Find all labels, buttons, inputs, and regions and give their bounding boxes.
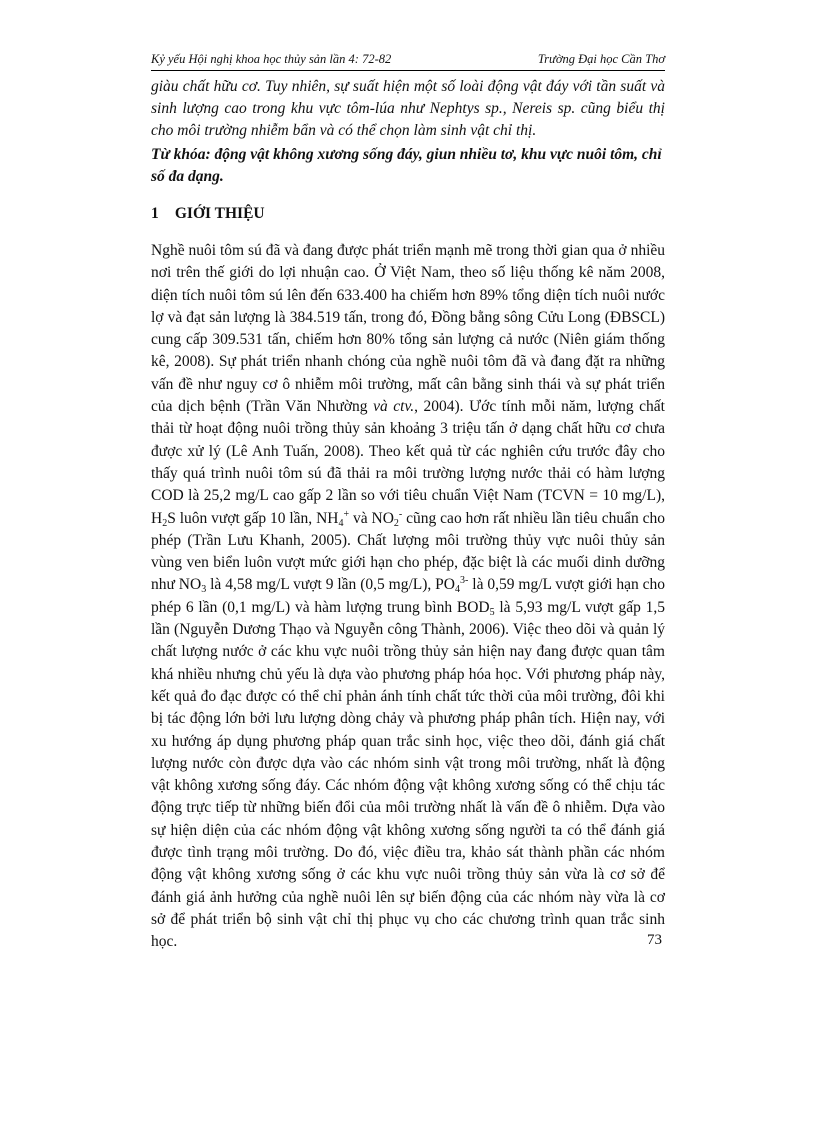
body-text-1: Nghề nuôi tôm sú đã và đang được phát triển mạnh mẽ trong thời gian qua ở nhiều nơi trên thế giới do lợi nhuận cao. Ở Việt Nam, theo số liệu thống kê năm 2008, diện tích nuôi tôm sú lên đến 633.400 ha chiếm hơn 89% tổng diện tích nuôi nước lợ và đạt sản lượng là 384.519 tấn, trong đó, Đồng bằng sông Cửu Long (ĐBSCL) cung cấp 309.531 tấn, chiếm hơn 80% tổng sản lượng cả nước (Niên giám thống kê, 2008). Sự phát triển nhanh chóng của nghề nuôi tôm đã và đang đặt ra những vấn đề như nguy cơ ô nhiễm môi trường, mất cân bằng sinh thái và sự phát triển của dịch bệnh (Trần Văn Nhường [151, 242, 665, 416]
page-number: 73 [647, 932, 662, 948]
body-text-3: S luôn vượt gấp 10 lần, NH [167, 509, 339, 527]
body-text-7: là 0,59 mg/L vượt giới hạn cho phép 6 lần (0,1 mg/L) và hàm lượng trung bình BOD [151, 576, 666, 616]
po4-subscript: 4 [455, 584, 461, 596]
body-text-2: , 2004). Ước tính mỗi năm, lượng chất thải từ hoạt động nuôi trồng thủy sản khoảng 3 triệu tấn ở dạng chất hữu cơ chưa được xử lý (Lê Anh Tuấn, 2008). Theo kết quả từ các nghiên cứu trước đây cho thấy quá trình nuôi tôm sú đã thải ra môi trường lượng nước thải có hàm lượng COD là 25,2 mg/L cao gấp 2 lần so với tiêu chuẩn Việt Nam (TCVN = 10 mg/L), H [151, 398, 665, 527]
body-text-6: là 4,58 mg/L vượt 9 lần (0,5 mg/L), PO [206, 576, 456, 594]
h2s-subscript: 2 [162, 517, 168, 529]
introduction-paragraph [151, 240, 665, 954]
nh4-superscript: + [343, 508, 350, 520]
abstract-tail: giàu chất hữu cơ. Tuy nhiên, sự suất hiện một số loài động vật đáy với tần suất và sinh lượng cao trong khu vực tôm-lúa như Nephtys sp., Nereis sp. cũng biểu thị cho môi trường nhiễm bẩn và có thể chọn làm sinh vật chỉ thị. [151, 78, 665, 139]
nh4-subscript: 4 [338, 517, 344, 529]
po4-superscript: 3- [460, 575, 469, 587]
body-text-8: là 5,93 mg/L vượt gấp 1,5 lần (Nguyễn Dương Thạo và Nguyễn công Thành, 2006). Việc theo dõi và quản lý chất lượng nước ở các khu vực nuôi trồng thủy sản hiện nay đang được quan tâm khá nhiều nhưng chủ yếu là dựa vào phương pháp hóa học. Với phương pháp này, kết quả đo đạc được có thể chỉ phản ánh tính chất tức thời của môi trường, đôi khi bị tác động lớn bởi lưu lượng dòng chảy và phương pháp phân tích. Hiện nay, với xu hướng áp dụng phương pháp quan trắc sinh học, việc theo dõi, đánh giá chất lượng nước còn được dựa vào các nhóm sinh vật trong môi trường, nhất là động vật không xương sống đáy. Các nhóm động vật không xương sống có thể chịu tác động trực tiếp từ những biến đổi của môi trường nhất là vấn đề ô nhiễm. Dựa vào sự hiện diện của các nhóm động vật không xương sống người ta có thể đánh giá được tình trạng môi trường. Do đó, việc điều tra, khảo sát thành phần các nhóm động vật không xương sống ở các khu vực nuôi trồng thủy sản vừa là cơ sở để đánh giá ảnh hưởng của nghề nuôi lên sự biến động của các nhóm này vừa là cơ sở để phát triển bộ sinh vật chỉ thị phục vụ cho các chương trình quan trắc sinh học. [151, 598, 665, 951]
bod-subscript: 5 [489, 606, 495, 618]
section-heading [151, 205, 265, 223]
header-proceedings-title: Kỷ yếu Hội nghị khoa học thủy sản lần 4: 72-82 [151, 52, 392, 66]
section-number: 1 [151, 205, 159, 222]
body-text-4: và NO [349, 509, 394, 527]
running-header [151, 52, 665, 71]
no2-subscript: 2 [393, 517, 399, 529]
body-text-5: cũng cao hơn rất nhiều lần tiêu chuẩn cho phép (Trần Lưu Khanh, 2005). Chất lượng môi trường thủy vực nuôi thủy sản vùng ven biển luôn vượt mức giới hạn cho phép, đặc biệt là các muối dinh dưỡng như NO [151, 509, 665, 594]
body-citation-italic: và ctv. [373, 398, 415, 416]
no3-subscript: 3 [201, 584, 207, 596]
header-university: Trường Đại học Cần Thơ [537, 52, 665, 66]
keywords: Từ khóa: động vật không xương sống đáy, giun nhiều tơ, khu vực nuôi tôm, chỉ số đa dạng. [151, 146, 662, 185]
section-title: GIỚI THIỆU [174, 205, 265, 222]
no2-superscript: - [398, 508, 403, 520]
